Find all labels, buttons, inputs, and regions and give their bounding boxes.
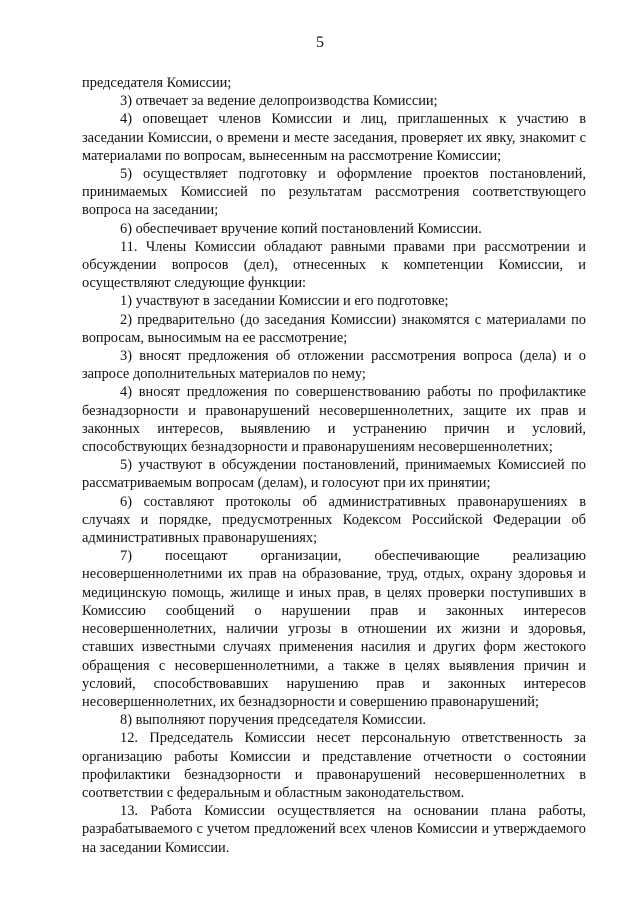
paragraph-function-7: 7) посещают организации, обеспечивающие реализацию несовершеннолетними их прав на образование, труд, отдых, охрану здоровья и медицинскую помощь, жилище и иных прав, в целях проверки поступивших в Комиссию сообщений о нарушении прав и законных интересов несовершеннолетних, наличии угрозы в отношении их жизни и здоровья, ставших известными случаях применения насилия и других форм жестокого обращения с несовершеннолетними, а также в целях выявления причин и условий, способствовавших нарушению прав и законных интересов несовершеннолетних, их безнадзорности и совершению правонарушений; — [82, 548, 586, 710]
document-body — [82, 74, 586, 857]
paragraph-item-4: 4) оповещает членов Комиссии и лиц, приглашенных к участию в заседании Комиссии, о времени и месте заседания, проверяет их явку, знакомит с материалами по вопросам, вынесенным на рассмотрение Комиссии; — [82, 111, 586, 164]
paragraph-function-3: 3) вносят предложения об отложении рассмотрения вопроса (дела) и о запросе дополнительных материалов по нему; — [82, 348, 586, 383]
paragraph-item-5: 5) осуществляет подготовку и оформление проектов постановлений, принимаемых Комиссией по результатам рассмотрения соответствующего вопроса на заседании; — [82, 166, 586, 219]
paragraph-function-4: 4) вносят предложения по совершенствованию работы по профилактике безнадзорности и правонарушений несовершеннолетних, защите их прав и законных интересов, выявлению и устранению причин и условий, способствующих безнадзорности и правонарушениям несовершеннолетних; — [82, 384, 586, 456]
paragraph-function-8: 8) выполняют поручения председателя Комиссии. — [120, 712, 427, 729]
paragraph-function-5: 5) участвуют в обсуждении постановлений, принимаемых Комиссией по рассматриваемым вопросам (делам), и голосуют при их принятии; — [82, 457, 586, 492]
paragraph-section-11: 11. Члены Комиссии обладают равными правами при рассмотрении и обсуждении вопросов (дел), отнесенных к компетенции Комиссии, и осуществляют следующие функции: — [82, 238, 586, 292]
paragraph-item-6: 6) обеспечивает вручение копий постановлений Комиссии. — [120, 220, 482, 237]
page-number: 5 — [316, 34, 324, 51]
paragraph-section-12: 12. Председатель Комиссии несет персональную ответственность за организацию работы Комиссии и представление отчетности о состоянии профилактики безнадзорности и правонарушений несовершеннолетних в соответствии с федеральным и областным законодательством. — [82, 730, 586, 801]
paragraph-section-13: 13. Работа Комиссии осуществляется на основании плана работы, разрабатываемого с учетом предложений всех членов Комиссии и утверждаемого на заседании Комиссии. — [82, 803, 586, 856]
paragraph-function-1: 1) участвуют в заседании Комиссии и его подготовке; — [120, 293, 449, 310]
paragraph-continuation: председателя Комиссии; — [82, 75, 232, 91]
paragraph-function-6: 6) составляют протоколы об административных правонарушениях в случаях и порядке, предусмотренных Кодексом Российской Федерации об административных правонарушениях; — [82, 493, 586, 547]
paragraph-item-3: 3) отвечает за ведение делопроизводства Комиссии; — [120, 93, 438, 110]
paragraph-function-2: 2) предварительно (до заседания Комиссии) знакомятся с материалами по вопросам, выносимым на ее рассмотрение; — [82, 311, 586, 346]
